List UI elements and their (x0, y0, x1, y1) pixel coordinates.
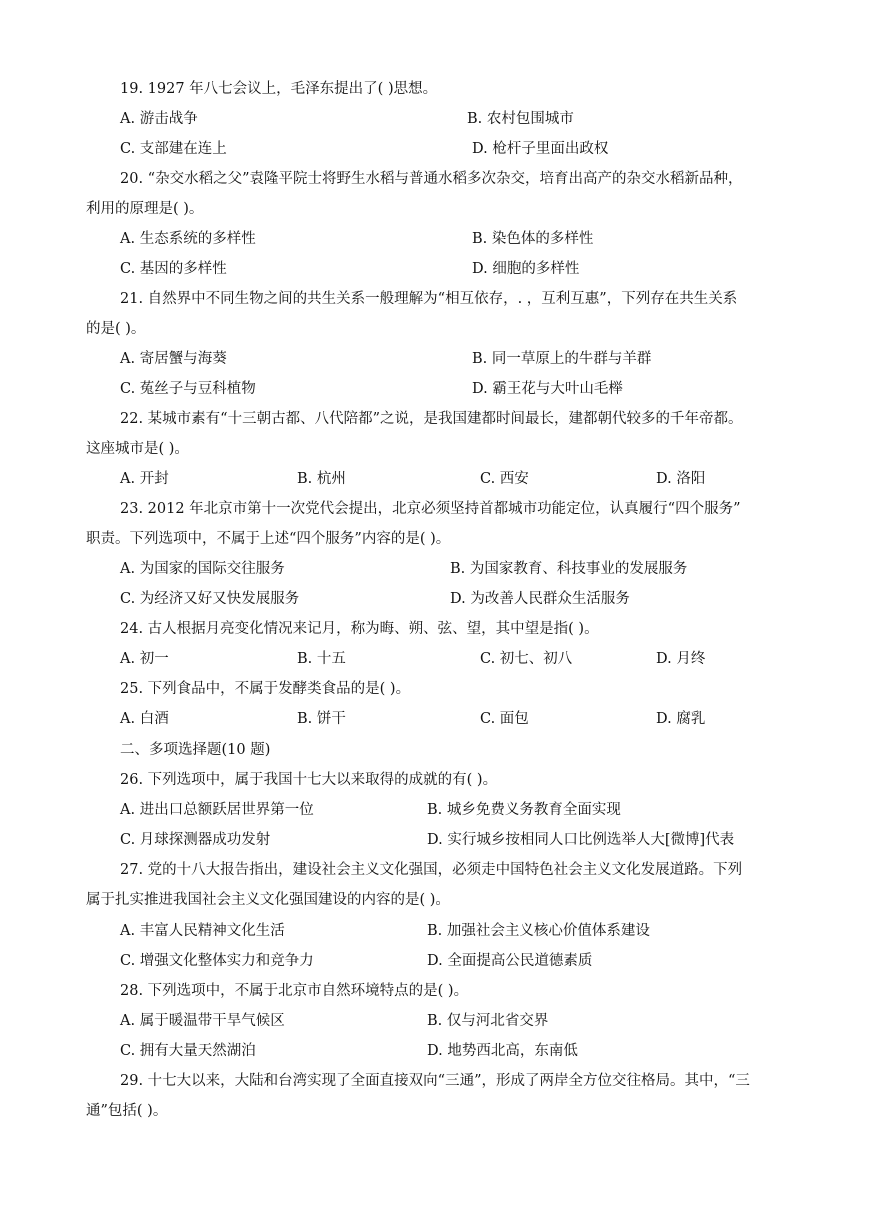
question-24-option-d: D. 月终 (656, 651, 706, 667)
question-27-option-a: A. 丰富人民精神文化生活 (120, 923, 285, 939)
question-21-text-cont: 的是( )。 (86, 321, 146, 337)
question-21-text: 21. 自然界中不同生物之间的共生关系一般理解为“相互依存，. ，互利互惠”，下列存在共生关系 (120, 291, 738, 307)
question-26-option-d: D. 实行城乡按相同人口比例选举人大[微博]代表 (427, 832, 735, 848)
question-25-text: 25. 下列食品中，不属于发酵类食品的是( )。 (120, 681, 411, 697)
question-22-option-c: C. 西安 (480, 471, 529, 487)
question-26-option-c: C. 月球探测器成功发射 (120, 832, 271, 848)
question-26-text: 26. 下列选项中，属于我国十七大以来取得的成就的有( )。 (120, 772, 498, 788)
question-27-option-b: B. 加强社会主义核心价值体系建设 (427, 923, 650, 939)
question-24-text: 24. 古人根据月亮变化情况来记月，称为晦、朔、弦、望，其中望是指( )。 (120, 621, 599, 637)
question-22-option-d: D. 洛阳 (656, 471, 706, 487)
question-21-option-a: A. 寄居蟹与海葵 (120, 351, 227, 367)
section-heading-multiple-choice: 二、多项选择题(10 题) (120, 742, 271, 758)
question-20-option-c: C. 基因的多样性 (120, 261, 227, 277)
question-23-option-c: C. 为经济又好又快发展服务 (120, 591, 300, 607)
question-20-option-d: D. 细胞的多样性 (472, 261, 580, 277)
question-23-text: 23. 2012 年北京市第十一次党代会提出，北京必须坚持首都城市功能定位，认真履行“四个服务” (120, 501, 741, 517)
question-19-option-d: D. 枪杆子里面出政权 (472, 141, 609, 157)
question-21-option-b: B. 同一草原上的牛群与羊群 (472, 351, 652, 367)
question-27-text: 27. 党的十八大报告指出，建设社会主义文化强国，必须走中国特色社会主义文化发展道路。下列 (120, 862, 743, 878)
question-28-option-c: C. 拥有大量天然湖泊 (120, 1043, 256, 1059)
question-25-option-b: B. 饼干 (297, 711, 346, 727)
question-21-option-c: C. 菟丝子与豆科植物 (120, 381, 256, 397)
question-27-option-d: D. 全面提高公民道德素质 (427, 953, 593, 969)
question-27-option-c: C. 增强文化整体实力和竞争力 (120, 953, 314, 969)
question-19-option-c: C. 支部建在连上 (120, 141, 227, 157)
question-25-option-c: C. 面包 (480, 711, 529, 727)
question-28-option-d: D. 地势西北高，东南低 (427, 1043, 578, 1059)
question-22-option-a: A. 开封 (120, 471, 169, 487)
question-22-option-b: B. 杭州 (297, 471, 346, 487)
question-19-text: 19. 1927 年八七会议上，毛泽东提出了( )思想。 (120, 81, 438, 97)
question-26-option-a: A. 进出口总额跃居世界第一位 (120, 802, 314, 818)
question-27-text-cont: 属于扎实推进我国社会主义文化强国建设的内容的是( )。 (86, 892, 450, 908)
question-28-option-a: A. 属于暖温带干旱气候区 (120, 1013, 285, 1029)
question-19-option-a: A. 游击战争 (120, 111, 198, 127)
question-24-option-b: B. 十五 (297, 651, 346, 667)
question-23-option-d: D. 为改善人民群众生活服务 (450, 591, 630, 607)
question-22-text-cont: 这座城市是( )。 (86, 441, 189, 457)
question-20-text-cont: 利用的原理是( )。 (86, 201, 204, 217)
question-29-text: 29. 十七大以来，大陆和台湾实现了全面直接双向“三通”，形成了两岸全方位交往格局。其中，“三 (120, 1073, 750, 1089)
question-20-option-b: B. 染色体的多样性 (472, 231, 594, 247)
question-19-option-b: B. 农村包围城市 (467, 111, 574, 127)
question-20-text: 20. “杂交水稻之父”袁隆平院士将野生水稻与普通水稻多次杂交，培育出高产的杂交水稻新品种， (120, 171, 743, 187)
question-28-text: 28. 下列选项中，不属于北京市自然环境特点的是( )。 (120, 983, 469, 999)
question-23-option-b: B. 为国家教育、科技事业的发展服务 (450, 561, 688, 577)
question-20-option-a: A. 生态系统的多样性 (120, 231, 256, 247)
question-26-option-b: B. 城乡免费义务教育全面实现 (427, 802, 621, 818)
question-22-text: 22. 某城市素有“十三朝古都、八代陪都”之说，是我国建都时间最长，建都朝代较多的千年帝都。 (120, 411, 743, 427)
question-24-option-a: A. 初一 (120, 651, 169, 667)
question-24-option-c: C. 初七、初八 (480, 651, 573, 667)
question-23-option-a: A. 为国家的国际交往服务 (120, 561, 285, 577)
question-25-option-d: D. 腐乳 (656, 711, 706, 727)
question-29-text-cont: 通”包括( )。 (86, 1103, 168, 1119)
question-23-text-cont: 职责。下列选项中，不属于上述“四个服务”内容的是( )。 (86, 531, 451, 547)
question-25-option-a: A. 白酒 (120, 711, 169, 727)
question-28-option-b: B. 仅与河北省交界 (427, 1013, 549, 1029)
question-21-option-d: D. 霸王花与大叶山毛榉 (472, 381, 623, 397)
